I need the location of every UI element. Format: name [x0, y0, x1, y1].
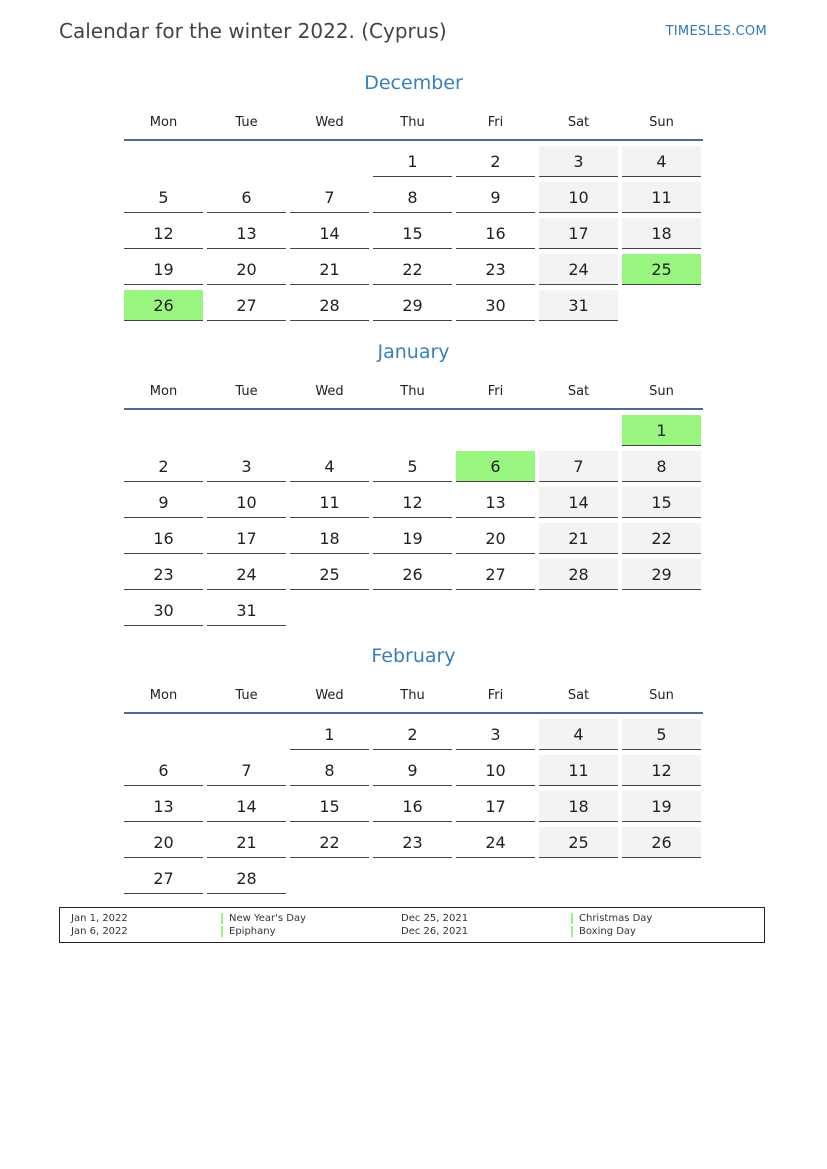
day-cell: 22: [290, 827, 369, 858]
day-cell: 14: [207, 791, 286, 822]
empty-cell: [456, 415, 535, 446]
weekday-label: Mon: [149, 114, 178, 130]
month-february: [124, 642, 703, 894]
month-title: December: [364, 72, 463, 94]
day-cell: 17: [539, 218, 618, 249]
day-cell: 25: [290, 559, 369, 590]
weekday-header: [124, 105, 703, 141]
legend-holiday-name: Epiphany: [221, 926, 276, 937]
weekday-label: Mon: [149, 687, 178, 703]
day-cell: 21: [207, 827, 286, 858]
weekday-label: Fri: [487, 687, 504, 703]
day-cell: 11: [290, 487, 369, 518]
day-cell: 12: [124, 218, 203, 249]
empty-cell: [539, 415, 618, 446]
weekday-label: Tue: [235, 114, 258, 130]
day-cell: 16: [124, 523, 203, 554]
month-title: February: [371, 645, 456, 667]
day-cell: 12: [373, 487, 452, 518]
legend-holiday-name: Boxing Day: [571, 926, 636, 937]
weekday-label: Tue: [235, 383, 258, 399]
day-cell: 30: [456, 290, 535, 321]
day-grid: [124, 415, 703, 626]
day-cell: 28: [207, 863, 286, 894]
day-cell: 26: [373, 559, 452, 590]
day-cell: 1: [290, 719, 369, 750]
day-cell: 20: [456, 523, 535, 554]
day-cell: 20: [124, 827, 203, 858]
day-cell: 4: [622, 146, 701, 177]
month-title: January: [377, 341, 450, 363]
day-cell: 13: [207, 218, 286, 249]
day-cell: 19: [124, 254, 203, 285]
day-cell: 2: [456, 146, 535, 177]
day-cell: 24: [456, 827, 535, 858]
day-cell: 5: [124, 182, 203, 213]
weekday-label: Thu: [400, 383, 425, 399]
day-cell: 6: [207, 182, 286, 213]
day-cell: 24: [207, 559, 286, 590]
day-cell: 8: [622, 451, 701, 482]
day-cell: 12: [622, 755, 701, 786]
day-cell: 30: [124, 595, 203, 626]
legend-holiday-name: Christmas Day: [571, 913, 652, 924]
day-cell: 5: [622, 719, 701, 750]
day-cell: 18: [539, 791, 618, 822]
day-cell: 28: [290, 290, 369, 321]
empty-cell: [290, 146, 369, 177]
day-cell: 8: [373, 182, 452, 213]
day-cell: 13: [456, 487, 535, 518]
weekday-header: [124, 374, 703, 410]
day-cell: 31: [539, 290, 618, 321]
day-cell: 23: [456, 254, 535, 285]
day-cell: 21: [539, 523, 618, 554]
day-cell: 24: [539, 254, 618, 285]
day-cell: 15: [290, 791, 369, 822]
weekday-label: Sun: [649, 687, 674, 703]
day-cell: 11: [622, 182, 701, 213]
weekday-label: Sat: [567, 687, 590, 703]
day-cell: 21: [290, 254, 369, 285]
day-cell: 10: [456, 755, 535, 786]
day-cell: 23: [124, 559, 203, 590]
day-cell: 3: [539, 146, 618, 177]
day-cell: 29: [622, 559, 701, 590]
day-cell: 1: [373, 146, 452, 177]
day-cell: 8: [290, 755, 369, 786]
day-cell: 26: [622, 827, 701, 858]
empty-cell: [124, 415, 203, 446]
day-cell: 27: [124, 863, 203, 894]
day-cell: 10: [207, 487, 286, 518]
weekday-label: Sun: [649, 114, 674, 130]
weekday-label: Mon: [149, 383, 178, 399]
legend-date: Dec 25, 2021: [401, 913, 469, 924]
day-cell: 26: [124, 290, 203, 321]
day-cell: 14: [290, 218, 369, 249]
day-cell: 9: [373, 755, 452, 786]
weekday-label: Tue: [235, 687, 258, 703]
empty-cell: [124, 719, 203, 750]
day-cell: 5: [373, 451, 452, 482]
day-cell: 16: [456, 218, 535, 249]
day-cell: 17: [207, 523, 286, 554]
brand-link[interactable]: TIMESLES.COM: [665, 24, 767, 39]
day-cell: 4: [539, 719, 618, 750]
weekday-label: Wed: [315, 383, 344, 399]
day-cell: 11: [539, 755, 618, 786]
month-january: [124, 338, 703, 626]
weekday-label: Thu: [400, 114, 425, 130]
day-cell: 25: [539, 827, 618, 858]
day-cell: 27: [456, 559, 535, 590]
day-cell: 23: [373, 827, 452, 858]
day-cell: 1: [622, 415, 701, 446]
empty-cell: [207, 146, 286, 177]
weekday-label: Wed: [315, 114, 344, 130]
day-cell: 19: [622, 791, 701, 822]
day-cell: 27: [207, 290, 286, 321]
holiday-legend: [59, 907, 765, 943]
day-cell: 17: [456, 791, 535, 822]
legend-date: Jan 1, 2022: [71, 913, 128, 924]
day-cell: 20: [207, 254, 286, 285]
day-cell: 9: [456, 182, 535, 213]
legend-date: Jan 6, 2022: [71, 926, 128, 937]
day-cell: 3: [207, 451, 286, 482]
day-cell: 18: [622, 218, 701, 249]
weekday-label: Fri: [487, 383, 504, 399]
day-cell: 14: [539, 487, 618, 518]
day-cell: 22: [622, 523, 701, 554]
day-cell: 22: [373, 254, 452, 285]
day-cell: 7: [290, 182, 369, 213]
day-cell: 3: [456, 719, 535, 750]
day-cell: 7: [207, 755, 286, 786]
weekday-label: Fri: [487, 114, 504, 130]
empty-cell: [124, 146, 203, 177]
day-cell: 15: [373, 218, 452, 249]
day-cell: 25: [622, 254, 701, 285]
day-cell: 4: [290, 451, 369, 482]
month-december: [124, 69, 703, 321]
empty-cell: [373, 415, 452, 446]
day-cell: 7: [539, 451, 618, 482]
empty-cell: [207, 415, 286, 446]
day-cell: 29: [373, 290, 452, 321]
day-cell: 19: [373, 523, 452, 554]
day-cell: 2: [373, 719, 452, 750]
empty-cell: [290, 415, 369, 446]
weekday-label: Thu: [400, 687, 425, 703]
page-title: Calendar for the winter 2022. (Cyprus): [59, 19, 447, 43]
weekday-label: Sun: [649, 383, 674, 399]
day-cell: 13: [124, 791, 203, 822]
day-cell: 2: [124, 451, 203, 482]
day-cell: 10: [539, 182, 618, 213]
weekday-label: Wed: [315, 687, 344, 703]
weekday-label: Sat: [567, 383, 590, 399]
empty-cell: [207, 719, 286, 750]
day-cell: 16: [373, 791, 452, 822]
day-cell: 9: [124, 487, 203, 518]
weekday-label: Sat: [567, 114, 590, 130]
day-cell: 15: [622, 487, 701, 518]
legend-date: Dec 26, 2021: [401, 926, 469, 937]
weekday-header: [124, 678, 703, 714]
day-cell: 18: [290, 523, 369, 554]
day-cell: 28: [539, 559, 618, 590]
day-cell: 6: [124, 755, 203, 786]
day-cell: 31: [207, 595, 286, 626]
legend-holiday-name: New Year's Day: [221, 913, 306, 924]
day-cell: 6: [456, 451, 535, 482]
day-grid: [124, 146, 703, 321]
day-grid: [124, 719, 703, 894]
